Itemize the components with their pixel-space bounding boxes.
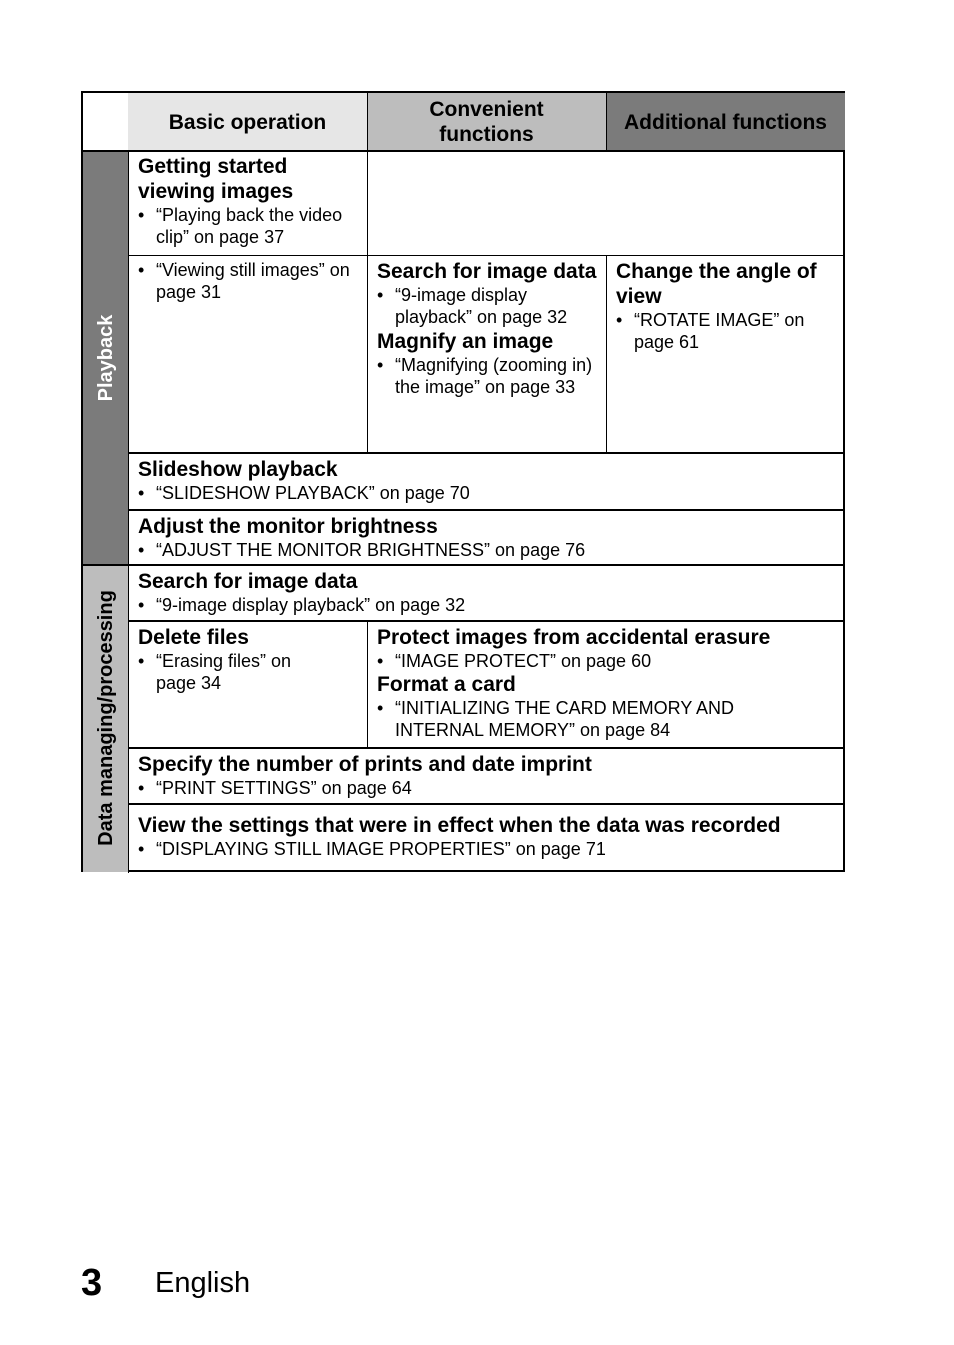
prints-title: Specify the number of prints and date imprint [138, 753, 592, 776]
prints-link[interactable]: • “PRINT SETTINGS” on page 64 [138, 777, 837, 799]
cell-properties [129, 805, 845, 872]
delete-title: Delete files [138, 626, 249, 649]
cell-protect-format [368, 622, 845, 747]
brightness-link[interactable]: • “ADJUST THE MONITOR BRIGHTNESS” on page 76 [138, 539, 837, 561]
brightness-title: Adjust the monitor brightness [138, 515, 438, 538]
header-additional-functions: Additional functions [606, 93, 845, 151]
header-convenient-functions: Convenient functions [367, 93, 606, 151]
protect-link[interactable]: • “IMAGE PROTECT” on page 60 [377, 650, 837, 672]
header-col-divider [367, 93, 368, 151]
format-title: Format a card [377, 673, 516, 696]
page-language: English [155, 1267, 251, 1299]
section-playback-label: Playback [94, 314, 117, 401]
cell-search [129, 566, 845, 620]
magnify-image-title: Magnify an image [377, 330, 554, 353]
delete-link[interactable]: • “Erasing files” on page 34 [138, 650, 306, 694]
cell-search-magnify [368, 256, 606, 452]
getting-started-link[interactable]: • “Playing back the video clip” on page 37 [138, 204, 359, 248]
protect-title: Protect images from accidental erasure [377, 626, 771, 649]
page-number: 3 [81, 1262, 103, 1304]
cell-getting-started [129, 151, 367, 255]
slideshow-title: Slideshow playback [138, 458, 338, 481]
format-link[interactable]: • “INITIALIZING THE CARD MEMORY AND INTERNAL MEMORY” on page 84 [377, 697, 775, 741]
cell-brightness [129, 511, 845, 564]
properties-link[interactable]: • “DISPLAYING STILL IMAGE PROPERTIES” on page 71 [138, 838, 837, 860]
cell-viewing-still-images [129, 256, 367, 452]
viewing-still-images-link[interactable]: • “Viewing still images” on page 31 [138, 259, 359, 303]
search-image-data-title: Search for image data [377, 260, 597, 283]
rotate-link[interactable]: • “ROTATE IMAGE” on page 61 [616, 309, 837, 353]
slideshow-link[interactable]: • “SLIDESHOW PLAYBACK” on page 70 [138, 482, 837, 504]
cell-slideshow [129, 454, 845, 509]
cell-rotate [607, 256, 845, 452]
cell-delete [129, 622, 367, 747]
section-data-managing-label: Data managing/processing [94, 590, 117, 846]
properties-title: View the settings that were in effect when the data was recorded [138, 814, 781, 837]
section-data-managing [83, 564, 128, 872]
search-title: Search for image data [138, 570, 358, 593]
cell-prints [129, 749, 845, 803]
magnify-image-link[interactable]: • “Magnifying (zooming in) the image” on page 33 [377, 354, 598, 398]
search-link[interactable]: • “9-image display playback” on page 32 [138, 594, 837, 616]
header-basic-operation: Basic operation [128, 93, 367, 151]
getting-started-title: Getting started viewing images [138, 155, 294, 203]
function-table [81, 91, 845, 872]
header-col-divider [606, 93, 607, 151]
section-playback [83, 151, 128, 564]
search-image-data-link[interactable]: • “9-image display playback” on page 32 [377, 284, 598, 328]
rotate-title: Change the angle of view [616, 260, 817, 308]
